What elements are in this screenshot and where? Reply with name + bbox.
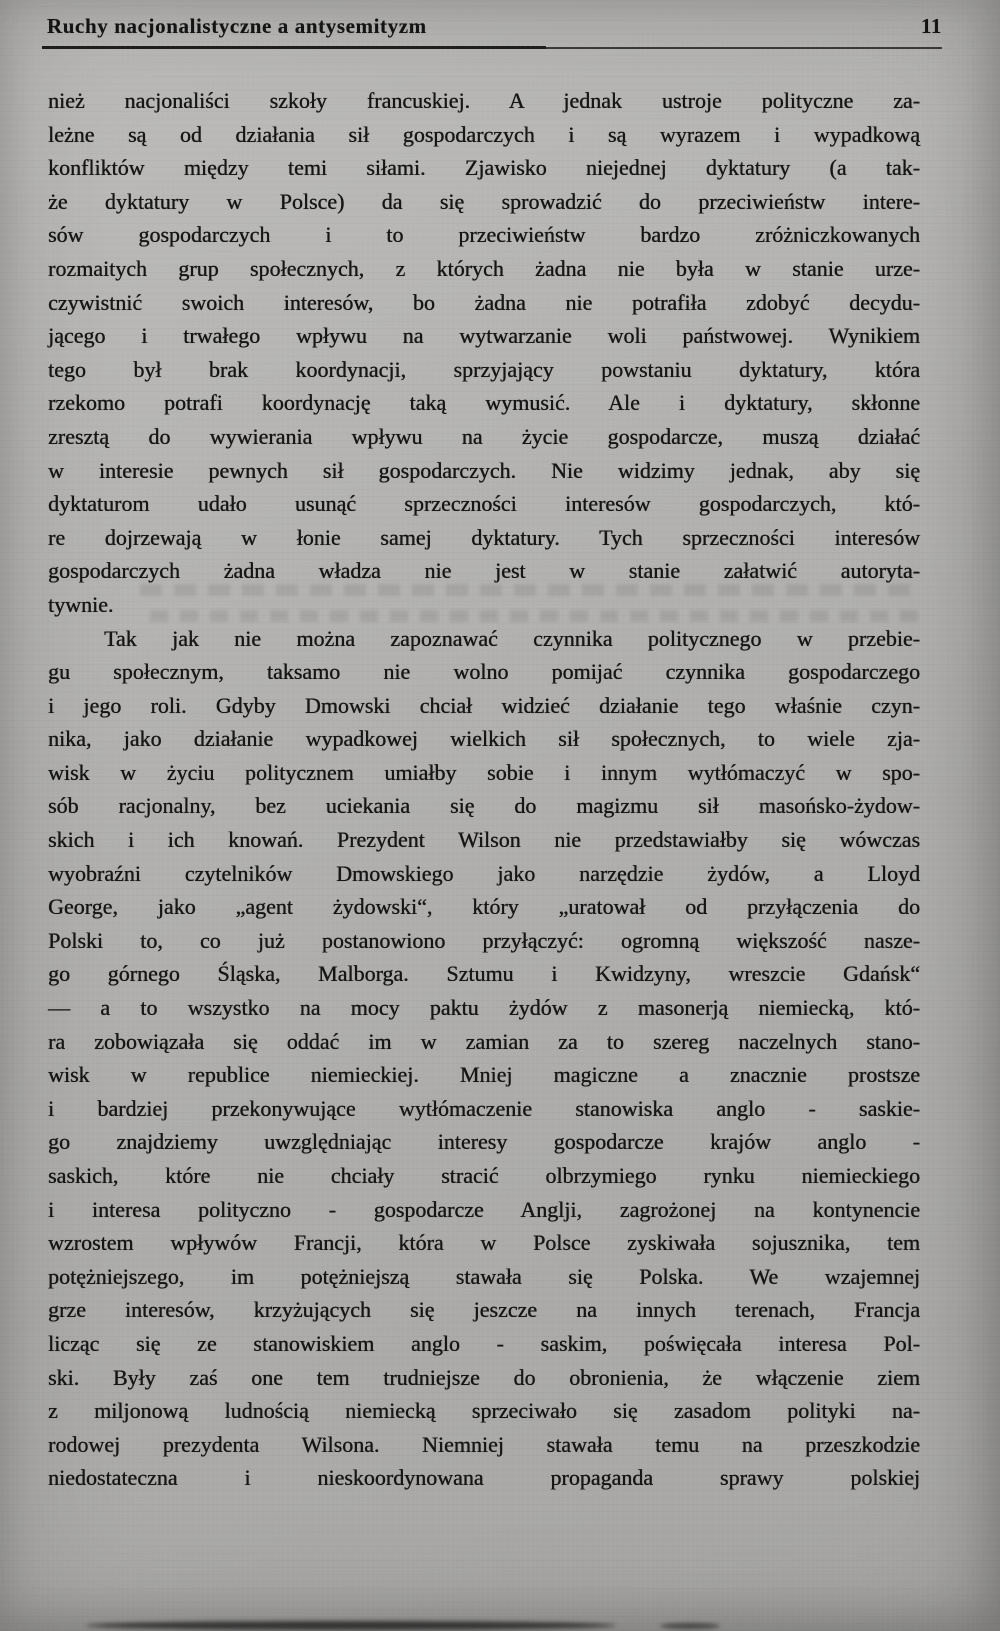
body-text [48, 84, 920, 1495]
text-line: ski. Były zaś one tem trudniejsze do obronienia, że włączenie ziem [48, 1364, 920, 1390]
text-line: wzrostem wpływów Francji, która w Polsce zyskiwała sojusznika, tem [48, 1230, 920, 1256]
text-line: licząc się ze stanowiskiem anglo - saskim, poświęcała interesa Pol- [48, 1330, 920, 1356]
text-line: dyktaturom udało usunąć sprzeczności interesów gospodarczych, któ- [48, 491, 920, 517]
running-header [0, 0, 1000, 39]
text-line: nika, jako działanie wypadkowej wielkich sił społecznych, to wiele zja- [48, 726, 920, 752]
text-line: ra zobowiązała się oddać im w zamian za to szereg naczelnych stano- [48, 1028, 920, 1054]
text-line: że dyktatury w Polsce) da się sprowadzić do przeciwieństw intere- [48, 188, 920, 214]
text-line: gospodarczych żadna władza nie jest w stanie załatwić autoryta- [48, 558, 920, 584]
text-line: zresztą do wywierania wpływu na życie gospodarcze, muszą działać [48, 423, 920, 449]
text-line: i bardziej przekonywujące wytłómaczenie stanowiska anglo - saskie- [48, 1095, 920, 1121]
text-line: saskich, które nie chciały stracić olbrzymiego rynku niemieckiego [48, 1163, 920, 1188]
scan-smudge [660, 1623, 720, 1629]
text-line: z miljonową ludnością niemiecką sprzeciwało się zasadom polityki na- [48, 1398, 920, 1424]
text-line: i interesa polityczno - gospodarcze Anglji, zagrożonej na kontynencie [48, 1196, 920, 1222]
text-line: potężniejszego, im potężniejszą stawała się Polska. We wzajemnej [48, 1263, 920, 1289]
text-line: George, jako „agent żydowski“, który „uratował od przyłączenia do [48, 894, 920, 920]
text-line: jącego i trwałego wpływu na wytwarzanie woli państwowej. Wynikiem [48, 323, 920, 349]
text-line: go znajdziemy uwzględniając interesy gospodarcze krajów anglo - [48, 1129, 920, 1155]
text-line: nież nacjonaliści szkoły francuskiej. A jednak ustroje polityczne za- [48, 88, 920, 113]
text-line: grze interesów, krzyżujących się jeszcze na innych terenach, Francja [48, 1297, 920, 1323]
text-line: sów gospodarczych i to przeciwieństw bardzo zróżniczkowanych [48, 222, 920, 248]
text-line: rodowej prezydenta Wilsona. Niemniej stawała temu na przeszkodzie [48, 1431, 920, 1457]
running-title: Ruchy nacjonalistyczne a antysemityzm [47, 14, 427, 38]
text-line: wyobraźni czytelników Dmowskiego jako narzędzie żydów, a Lloyd [48, 860, 920, 886]
text-line: konfliktów między temi siłami. Zjawisko niejednej dyktatury (a tak- [48, 155, 920, 181]
text-line: tego był brak koordynacji, sprzyjający powstaniu dyktatury, która [48, 356, 920, 382]
text-line: czywistnić swoich interesów, bo żadna nie potrafiła zdobyć decydu- [48, 289, 920, 315]
page-number: 11 [920, 14, 942, 38]
text-line: w interesie pewnych sił gospodarczych. Nie widzimy jednak, aby się [48, 457, 920, 483]
text-line: gu społecznym, taksamo nie wolno pomijać czynnika gospodarczego [48, 659, 920, 685]
text-line: go górnego Śląska, Malborga. Sztumu i Kwidzyny, wreszcie Gdańsk“ [48, 961, 920, 987]
text-line: tywnie. [48, 591, 114, 617]
text-line: leżne są od działania sił gospodarczych i są wyrazem i wypadkową [48, 121, 920, 147]
text-line: rozmaitych grup społecznych, z których żadna nie była w stanie urze- [48, 255, 920, 281]
text-line: — a to wszystko na mocy paktu żydów z masonerją niemiecką, któ- [48, 995, 920, 1021]
text-line: niedostateczna i nieskoordynowana propaganda sprawy polskiej [48, 1465, 920, 1491]
text-line: sób racjonalny, bez uciekania się do magizmu sił masońsko-żydow- [48, 793, 920, 819]
text-line: Tak jak nie można zapoznawać czynnika politycznego w przebie- [104, 625, 920, 651]
text-line: i jego roli. Gdyby Dmowski chciał widzieć działanie tego właśnie czyn- [48, 692, 920, 718]
text-line: wisk w republice niemieckiej. Mniej magiczne a znacznie prostsze [48, 1062, 920, 1088]
text-line: rzekomo potrafi koordynację taką wymusić. Ale i dyktatury, skłonne [48, 390, 920, 416]
text-line: re dojrzewają w łonie samej dyktatury. Tych sprzeczności interesów [48, 524, 920, 550]
text-line: wisk w życiu politycznem umiałby sobie i innym wytłómaczyć w spo- [48, 759, 920, 785]
text-line: Polski to, co już postanowiono przyłączyć: ogromną większość nasze- [48, 927, 920, 953]
header-rule [42, 46, 942, 50]
text-line: skich i ich knowań. Prezydent Wilson nie przedstawiałby się wówczas [48, 827, 920, 853]
scan-smudge [86, 1621, 616, 1630]
